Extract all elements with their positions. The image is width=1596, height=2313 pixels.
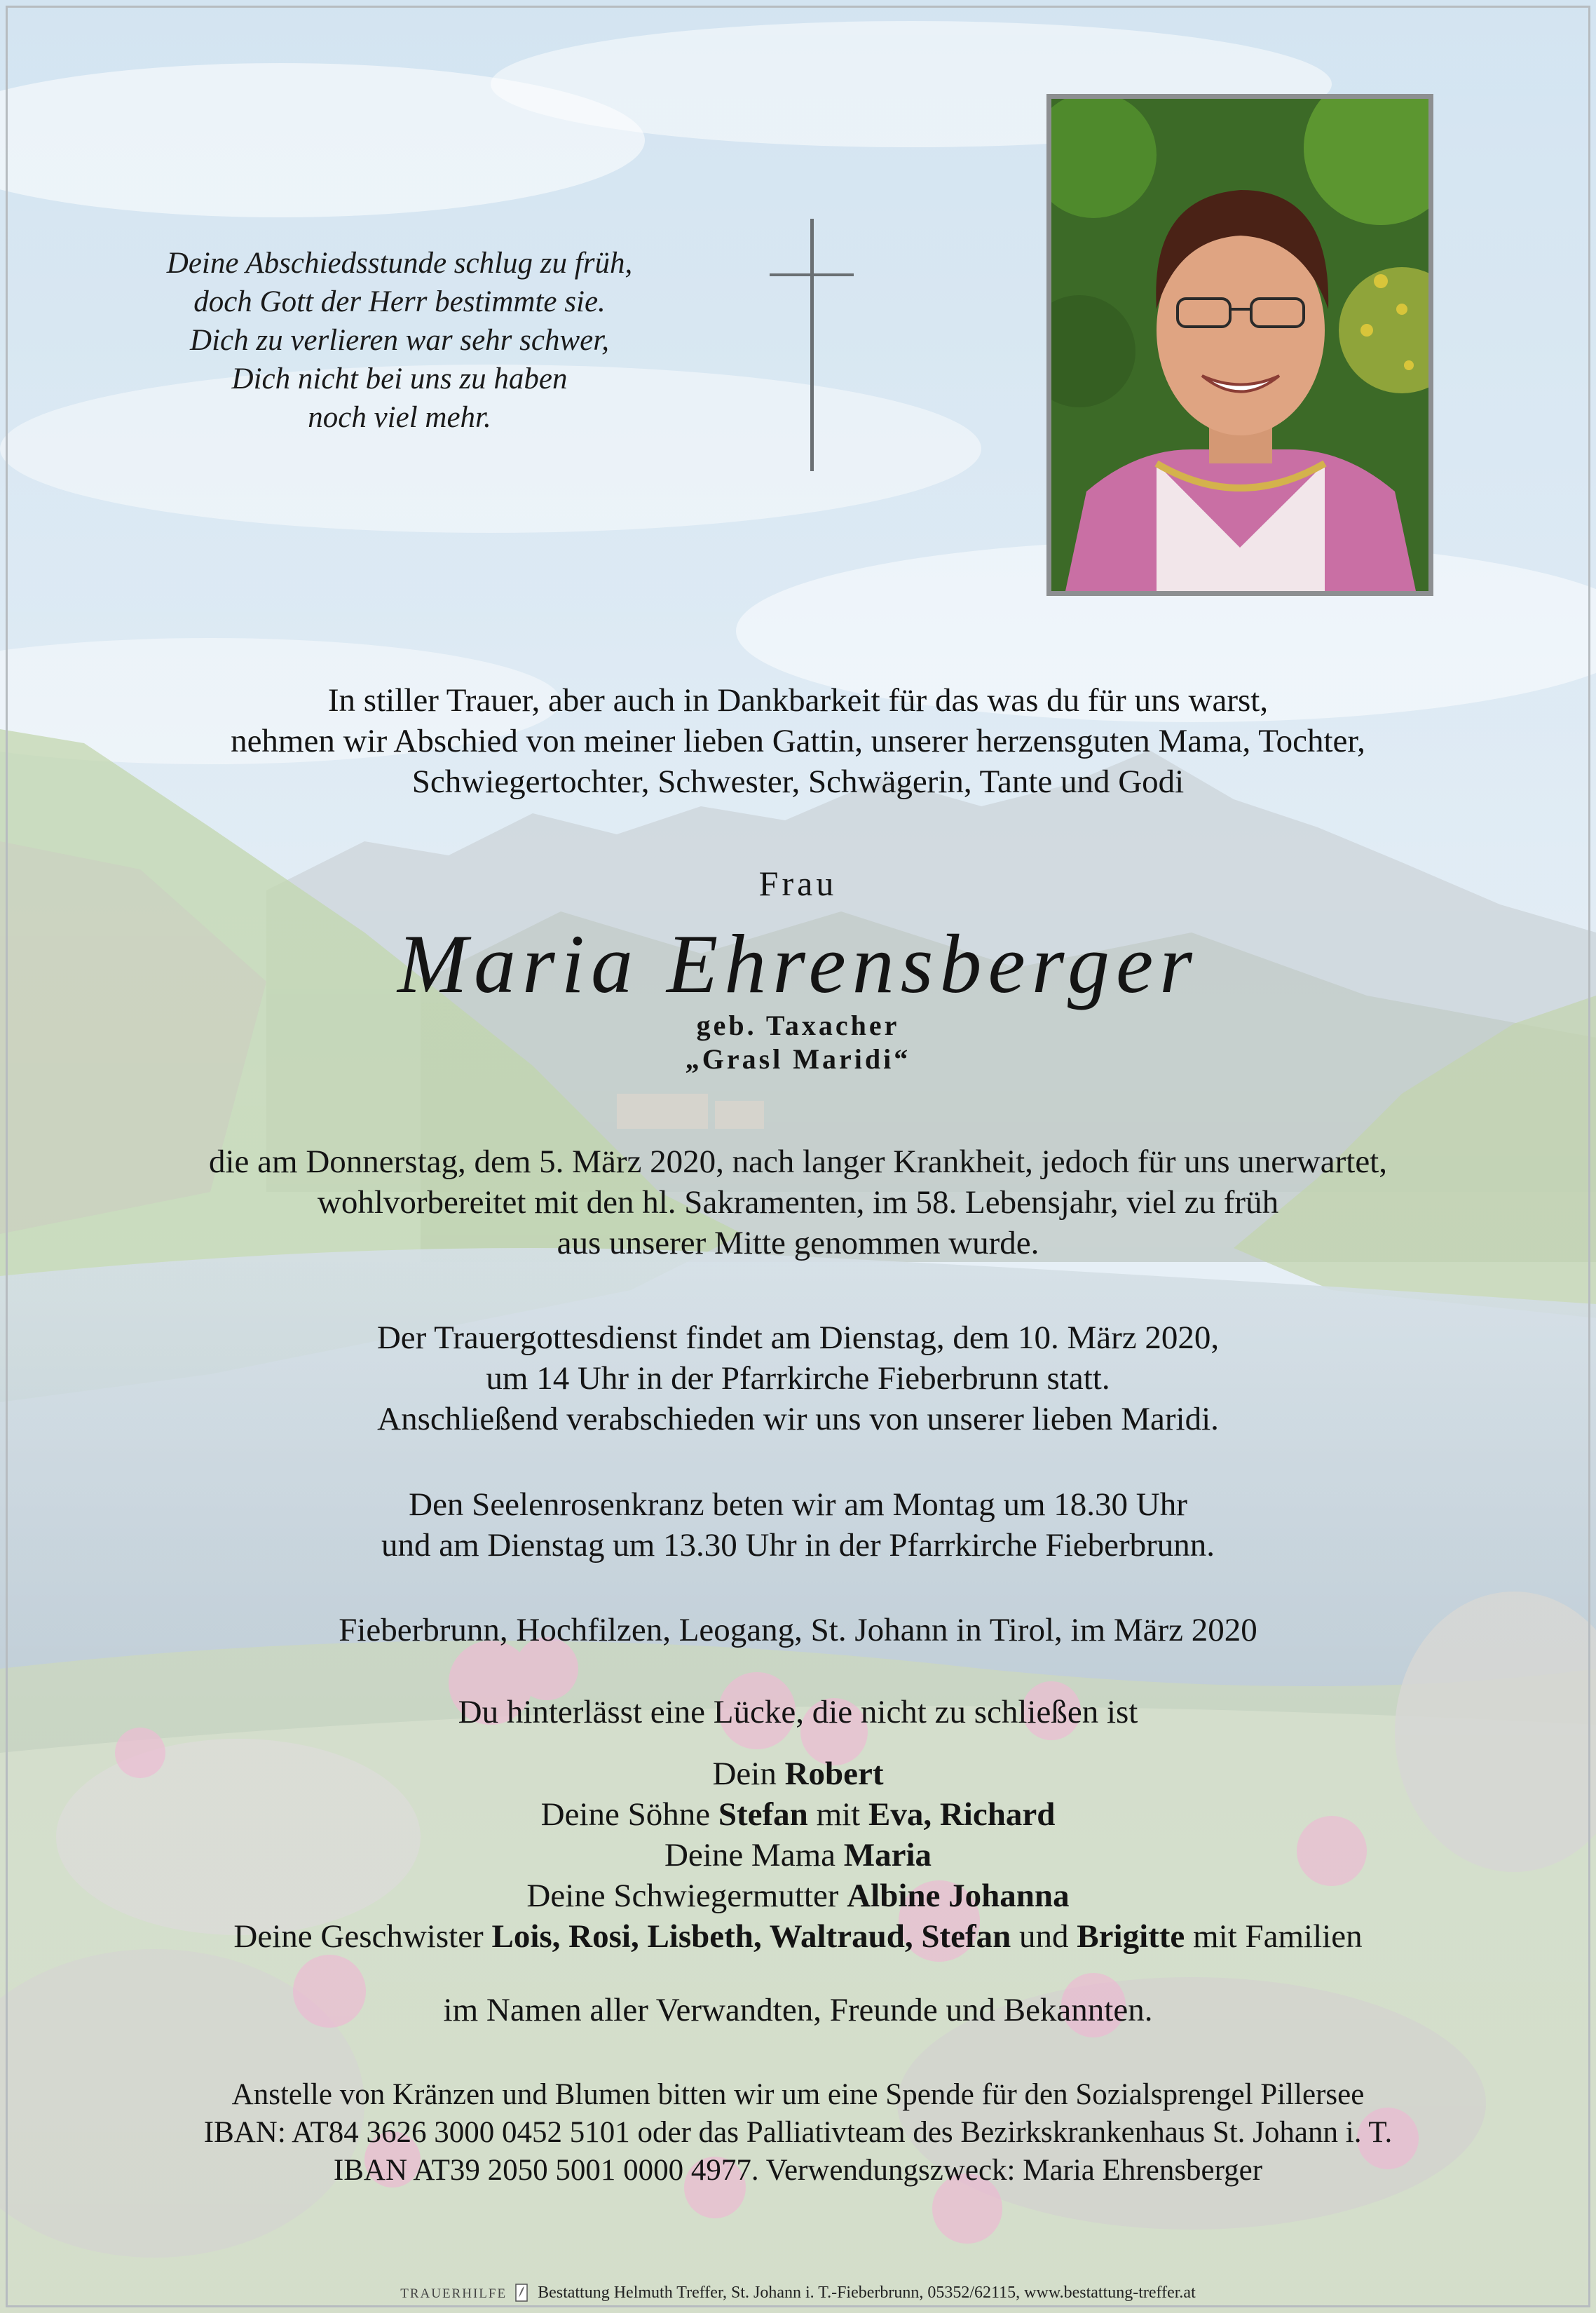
mourner-name: Lois, Rosi, Lisbeth, Waltraud, Stefan (491, 1918, 1011, 1955)
service-line: um 14 Uhr in der Pfarrkirche Fieberbrunn statt. (486, 1360, 1110, 1397)
mourners-list (0, 1754, 1596, 1957)
death-notice (0, 1141, 1596, 1263)
cross-icon (770, 219, 854, 471)
verse-line: Dich nicht bei uns zu haben (231, 362, 568, 395)
mourner-name: Eva, Richard (868, 1796, 1056, 1833)
nickname: „Grasl Maridi“ (685, 1043, 911, 1075)
death-notice-line: aus unserer Mitte genommen wurde. (557, 1225, 1039, 1261)
donation-line: IBAN AT39 2050 5001 0000 4977. Verwendungszweck: Maria Ehrensberger (333, 2154, 1263, 2187)
mourner-connector: mit (807, 1796, 868, 1833)
places-date-text: Fieberbrunn, Hochfilzen, Leogang, St. Johann in Tirol, im März 2020 (339, 1612, 1257, 1648)
mourner-name: Stefan (718, 1796, 808, 1833)
mourner-relation: Dein (712, 1756, 785, 1792)
mourner-relation: Deine Schwiegermutter (526, 1878, 847, 1914)
mourner-mother (0, 1835, 1596, 1876)
relatives-text: im Namen aller Verwandten, Freunde und Bekannten. (443, 1992, 1153, 2028)
deceased-title: Frau (758, 864, 838, 903)
intro-text (0, 680, 1596, 802)
death-notice-line: wohlvorbereitet mit den hl. Sakramenten, im 58. Lebensjahr, viel zu früh (317, 1184, 1279, 1221)
farewell-line (0, 1692, 1596, 1732)
mourner-suffix: mit Familien (1185, 1918, 1363, 1955)
mourner-name: Albine Johanna (847, 1878, 1070, 1914)
mourner-husband (0, 1754, 1596, 1794)
footer (0, 2284, 1596, 2302)
death-notice-line: die am Donnerstag, dem 5. März 2020, nach langer Krankheit, jedoch für uns unerwartet, (209, 1144, 1387, 1180)
verse-line: doch Gott der Herr bestimmte sie. (193, 285, 606, 318)
rosary-line: und am Dienstag um 13.30 Uhr in der Pfarrkirche Fieberbrunn. (381, 1527, 1215, 1564)
verse-line: Dich zu verlieren war sehr schwer, (190, 324, 609, 357)
mourner-connector: und (1011, 1918, 1077, 1955)
mourner-siblings (0, 1916, 1596, 1957)
verse-line: noch viel mehr. (308, 401, 491, 434)
portrait-photo (1046, 94, 1433, 596)
donation-info (0, 2076, 1596, 2190)
mourner-name: Maria (843, 1837, 932, 1873)
places-date (0, 1610, 1596, 1650)
mourner-relation: Deine Geschwister (233, 1918, 492, 1955)
relatives-line (0, 1990, 1596, 2030)
intro-line: In stiller Trauer, aber auch in Dankbarkeit für das was du für uns warst, (327, 682, 1269, 719)
rosary-info (0, 1484, 1596, 1566)
service-line: Anschließend verabschieden wir uns von unserer lieben Maridi. (377, 1401, 1219, 1437)
intro-line: Schwiegertochter, Schwester, Schwägerin, Tante und Godi (411, 764, 1185, 800)
mourner-sons (0, 1794, 1596, 1835)
mourner-relation: Deine Mama (664, 1837, 844, 1873)
service-line: Der Trauergottesdienst findet am Dienstag, dem 10. März 2020, (376, 1320, 1220, 1356)
donation-line: Anstelle von Kränzen und Blumen bitten wir um eine Spende für den Sozialsprengel Pillersee (231, 2078, 1365, 2111)
footer-text: Bestattung Helmuth Treffer, St. Johann i. T.-Fieberbrunn, 05352/62115, www.bestattung-treffer.at (538, 2284, 1196, 2302)
mourner-name: Robert (784, 1756, 884, 1792)
deceased-name: Maria Ehrensberger (397, 917, 1199, 1010)
verse-line: Deine Abschiedsstunde schlug zu früh, (166, 247, 633, 280)
footer-brand: TRAUERHILFE (400, 2286, 507, 2301)
birth-name: geb. Taxacher (696, 1010, 900, 1041)
mourner-name: Brigitte (1077, 1918, 1185, 1955)
farewell-text: Du hinterlässt eine Lücke, die nicht zu schließen ist (458, 1694, 1138, 1730)
mourner-relation: Deine Söhne (540, 1796, 718, 1833)
funeral-home-logo-icon (515, 2284, 528, 2302)
mourner-mother-in-law (0, 1876, 1596, 1916)
funeral-service-info (0, 1317, 1596, 1439)
rosary-line: Den Seelenrosenkranz beten wir am Montag um 18.30 Uhr (409, 1486, 1187, 1523)
intro-line: nehmen wir Abschied von meiner lieben Gattin, unserer herzensguten Mama, Tochter, (231, 723, 1365, 759)
donation-line: IBAN: AT84 3626 3000 0452 5101 oder das Palliativteam des Bezirkskrankenhaus St. Johann i. T. (203, 2116, 1393, 2149)
memorial-verse (119, 244, 680, 437)
